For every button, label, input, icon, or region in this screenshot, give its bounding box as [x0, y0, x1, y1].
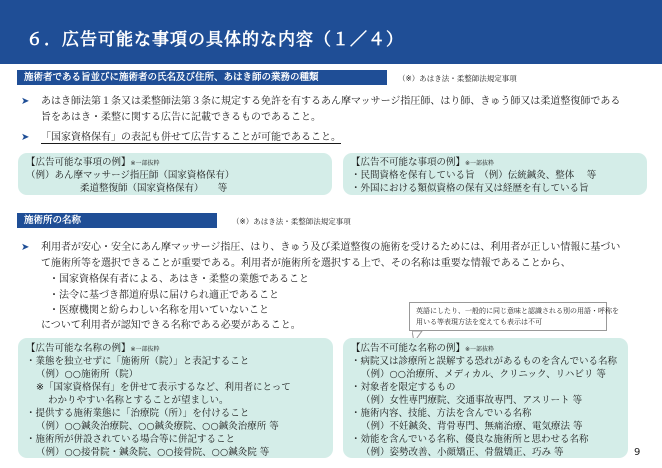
- chevron-right-icon: ➤: [21, 132, 30, 143]
- title-bar: [0, 0, 662, 64]
- box-line: ・対象者を限定するもの: [351, 382, 456, 393]
- callout-note: [409, 302, 619, 331]
- box-title: 【広告不可能な事項の例】: [351, 157, 466, 168]
- callout-line: 英語にしたり、一般的に同じ意味と認識される別の用語・呼称を: [416, 307, 619, 315]
- box-line: ・民間資格を保有している旨 （例）伝統鍼灸、整体 等: [351, 170, 597, 181]
- section1-disallowed-box: [343, 153, 647, 195]
- section1-bullet1-line2: 旨をあはき・柔整に関する広告に記載できるものであること。: [41, 112, 321, 123]
- box-line: （例）○○治療所、メディカル、クリニック、リハビリ 等: [361, 369, 606, 380]
- section1-header: 施術者である旨並びに施術者の氏名及び住所、あはき師の業務の種類: [17, 70, 387, 85]
- page-number: 9: [634, 447, 641, 458]
- box-line: ・提供する施術業態に「治療院（所）」を付けること: [26, 408, 250, 419]
- box-line: （例）姿勢改善、小顔矯正、骨盤矯正、巧み 等: [361, 447, 564, 458]
- box-line: ・効能を含んでいる名称、優良な施術所と思わせる名称: [351, 434, 589, 445]
- box-title: 【広告可能な事項の例】: [26, 157, 131, 168]
- box-line: （例）不妊鍼灸、背骨専門、無痛治療、電気療法 等: [361, 421, 583, 432]
- section2-sub2: ・法令に基づき都道府県に届けられ適正であること: [49, 290, 279, 301]
- box-title: 【広告可能な名称の例】: [26, 343, 131, 354]
- box-line: （例）○○鍼灸治療院、○○鍼灸療院、○○鍼灸治療所 等: [36, 421, 279, 432]
- section2-bullet1-line1: 利用者が安心・安全にあん摩マッサージ指圧、はり、きゅう及び柔道整復の施術を受けるためには、利用者が正しい情報に基づい: [41, 242, 621, 253]
- box-line: （例）あん摩マッサージ指圧師（国家資格保有）: [26, 170, 235, 181]
- section1-allowed-box: [18, 153, 332, 195]
- box-line: （例）○○施術所（院）: [36, 369, 139, 380]
- box-title-note: ※一部抜粋: [465, 160, 495, 167]
- section1-note: （※）あはき法・柔整師法規定事項: [398, 74, 517, 83]
- box-line: （例）女性専門療院、交通事故専門、アスリート 等: [361, 395, 583, 406]
- box-line: （例）○○接骨院・鍼灸院、○○接骨院、○○鍼灸院 等: [36, 447, 270, 458]
- box-line: ・施術所が併設されている場合等に併記すること: [26, 434, 236, 445]
- section1-bullet1-line1: あはき師法第１条又は柔整師法第３条に規定する免許を有するあん摩マッサージ指圧師、はり師、きゅう師又は柔道整復師である: [41, 96, 621, 107]
- page-title: ６．広告可能な事項の具体的な内容（１／４）: [26, 30, 404, 50]
- box-line: ※「国家資格保有」を併せて表示するなど、利用者にとって: [36, 382, 291, 393]
- section2-allowed-box: [18, 338, 333, 458]
- box-title-note: ※一部抜粋: [130, 346, 160, 353]
- box-line: ・業態を独立せずに「施術所（院）」と表記すること: [26, 356, 250, 367]
- box-line: ・施術内容、技能、方法を含んでいる名称: [351, 408, 532, 419]
- section1-bullet2: 「国家資格保有」の表記も併せて広告することが可能であること。: [41, 132, 341, 143]
- section2-sub1: ・国家資格保有者による、あはき・柔整の業態であること: [49, 274, 309, 285]
- box-title: 【広告不可能な名称の例】: [351, 343, 466, 354]
- chevron-right-icon: ➤: [21, 96, 30, 107]
- section2-disallowed-box: [343, 338, 628, 458]
- chevron-right-icon: ➤: [21, 242, 30, 253]
- section2-conclusion: について利用者が認知できる名称である必要があること。: [41, 320, 301, 331]
- section2-note: （※）あはき法・柔整師法規定事項: [232, 217, 351, 226]
- box-line: 柔道整復師（国家資格保有） 等: [80, 183, 228, 194]
- box-line: ・外国における類似資格の保有又は経歴を有している旨: [351, 183, 589, 194]
- box-title-note: ※一部抜粋: [130, 160, 160, 167]
- section2-sub3: ・医療機関と紛らわしい名称を用いていないこと: [49, 305, 269, 316]
- section2-bullet1-line2: て施術所等を選択できることが重要である。利用者が施術所を選択する上で、その名称は重要な情報であることから、: [41, 258, 571, 269]
- box-line: ・病院又は診療所と誤解する恐れがあるものを含んでいる名称: [351, 356, 618, 367]
- callout-line: 用いる等表現方法を変えても表示は不可: [416, 318, 542, 326]
- box-line: わかりやすい名称とすることが望ましい。: [48, 395, 229, 406]
- section2-header: 施術所の名称: [17, 213, 217, 228]
- section1-bullets: [21, 94, 651, 150]
- box-title-note: ※一部抜粋: [465, 346, 495, 353]
